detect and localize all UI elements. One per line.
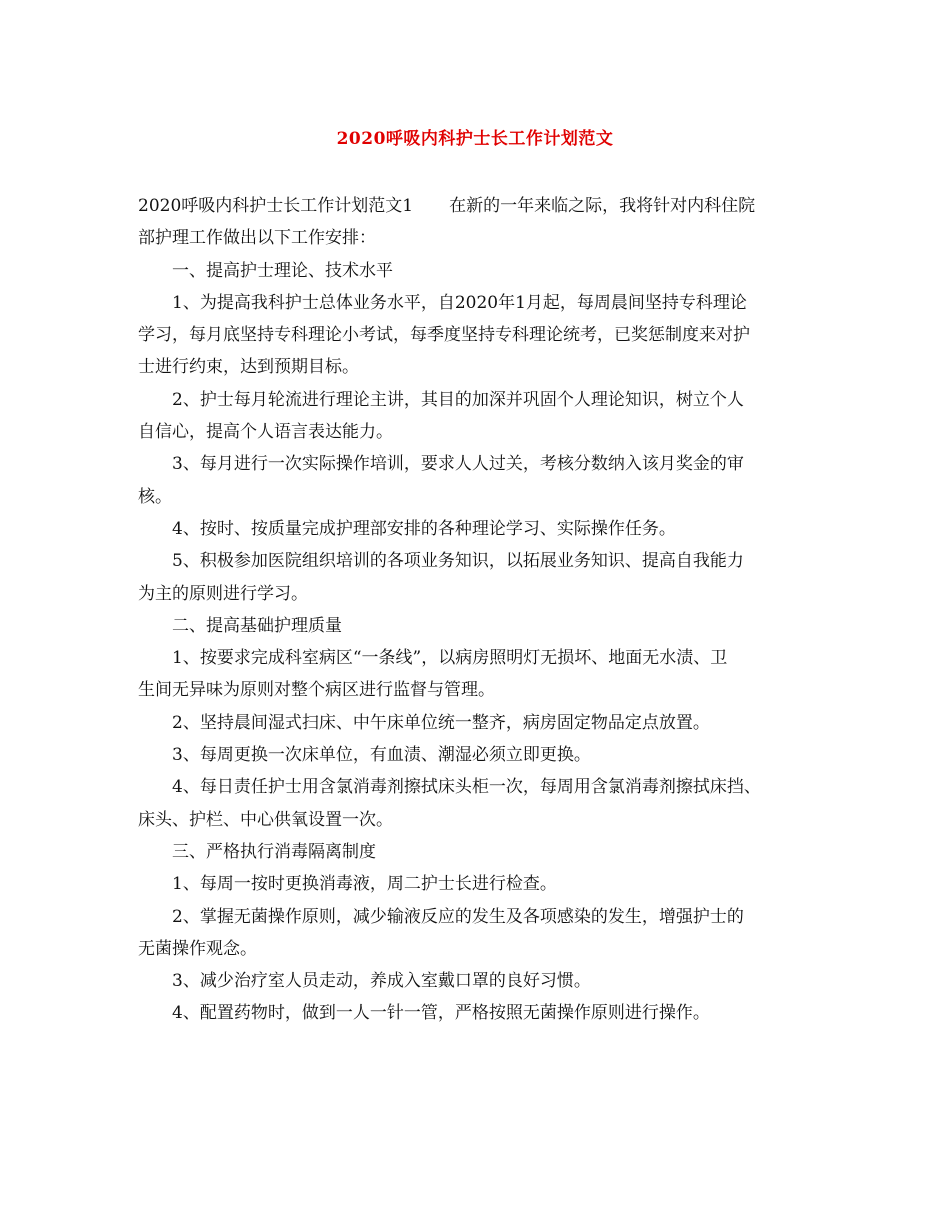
line-segment: 在新的一年来临之际，我将针对内科住院 [449, 196, 756, 216]
section-heading: 一、提高护士理论、技术水平 [172, 260, 393, 281]
paragraph-line: 无菌操作观念。 [138, 938, 257, 959]
paragraph-line: 1、按要求完成科室病区“一条线”，以病房照明灯无损坏、地面无水渍、卫 [172, 648, 728, 669]
paragraph-line: 为主的原则进行学习。 [138, 583, 308, 604]
paragraph-line: 4、按时、按质量完成护理部安排的各种理论学习、实际操作任务。 [172, 518, 676, 539]
paragraph-line: 2、坚持晨间湿式扫床、中午床单位统一整齐，病房固定物品定点放置。 [172, 712, 710, 733]
paragraph-line: 4、配置药物时，做到一人一针一管，严格按照无菌操作原则进行操作。 [172, 1003, 710, 1024]
paragraph-line: 生间无异味为原则对整个病区进行监督与管理。 [138, 680, 495, 701]
paragraph-line: 1、为提高我科护士总体业务水平，自2020年1月起，每周晨间坚持专科理论 [172, 292, 747, 313]
paragraph-line: 床头、护栏、中心供氧设置一次。 [138, 809, 393, 830]
paragraph-line: 3、每月进行一次实际操作培训，要求人人过关，考核分数纳入该月奖金的审 [172, 454, 744, 475]
section-heading: 二、提高基础护理质量 [172, 615, 342, 636]
section-heading: 三、严格执行消毒隔离制度 [172, 841, 376, 862]
paragraph-line: 2、掌握无菌操作原则，减少输液反应的发生及各项感染的发生，增强护士的 [172, 906, 744, 927]
paragraph-line: 自信心，提高个人语言表达能力。 [138, 422, 393, 443]
paragraph-line: 2、护士每月轮流进行理论主讲，其目的加深并巩固个人理论知识，树立个人 [172, 389, 744, 410]
line-segment: 2020呼吸内科护士长工作计划范文1 [138, 196, 414, 216]
paragraph-line: 士进行约束，达到预期目标。 [138, 357, 359, 378]
paragraph-line: 1、每周一按时更换消毒液，周二护士长进行检查。 [172, 874, 557, 895]
paragraph-line: 4、每日责任护士用含氯消毒剂擦拭床头柜一次，每周用含氯消毒剂擦拭床挡、 [172, 777, 761, 798]
paragraph-line: 核。 [138, 486, 172, 507]
paragraph-line: 5、积极参加医院组织培训的各项业务知识，以拓展业务知识、提高自我能力 [172, 551, 744, 572]
paragraph-line: 3、减少治疗室人员走动，养成入室戴口罩的良好习惯。 [172, 971, 591, 992]
page-title: 2020呼吸内科护士长工作计划范文 [336, 129, 614, 149]
paragraph-line: 学习，每月底坚持专科理论小考试，每季度坚持专科理论统考，已奖惩制度来对护 [138, 325, 750, 346]
paragraph-line: 3、每周更换一次床单位，有血渍、潮湿必须立即更换。 [172, 745, 591, 766]
paragraph-line [138, 190, 814, 222]
paragraph-line: 部护理工作做出以下工作安排： [138, 228, 376, 249]
body-text [138, 190, 814, 1030]
